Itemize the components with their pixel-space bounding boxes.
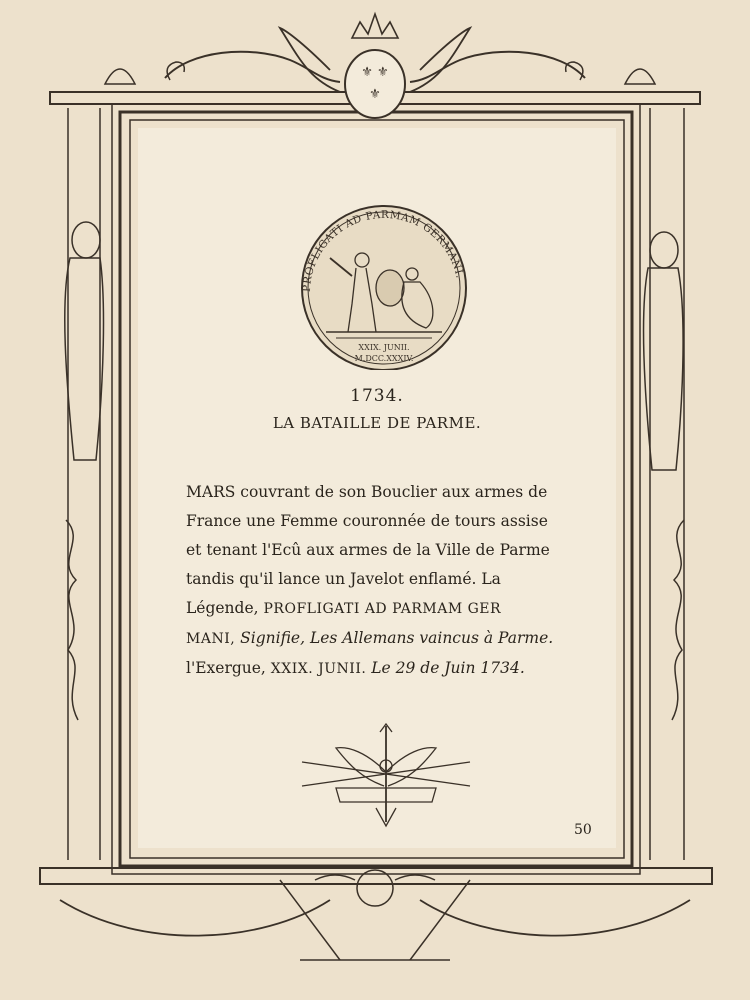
royal-arms-icon [345, 50, 405, 118]
medal-image [286, 204, 482, 370]
text-line-1: MARS couvrant de son Bouclier aux armes de [186, 483, 548, 501]
legend-quote-end: MANI, [186, 631, 241, 647]
medal-legend: PROFLIGATI AD PARMAM GERMANI. [300, 208, 466, 293]
legend-translation: Signifie, Les Allemans vaincus à Parme. [240, 629, 554, 647]
year-heading: 1734. [350, 386, 404, 406]
page-title: LA BATAILLE DE PARME. [272, 414, 482, 432]
description-text [186, 478, 586, 684]
medal-exergue-date: XXIX. JUNII. [358, 343, 410, 352]
exergue-latin: XXIX. JUNII. [270, 661, 367, 677]
exergue-translation: Le 29 de Juin 1734. [366, 659, 525, 677]
text-line-2: France une Femme couronnée de tours assise [186, 512, 548, 530]
exergue-label: l'Exergue, [186, 659, 271, 677]
text-line-3: et tenant l'Ecû aux armes de la Ville de Parme [186, 541, 550, 559]
svg-text:⚜ ⚜: ⚜ ⚜ [361, 65, 389, 80]
text-line-5 [186, 594, 586, 624]
medal-exergue-year: M.DCC.XXXIV. [354, 354, 414, 363]
text-line-7 [186, 654, 586, 684]
legende-label: Légende, [186, 599, 264, 617]
legend-quote: PROFLIGATI AD PARMAM GER [263, 601, 502, 617]
svg-text:⚜: ⚜ [369, 87, 381, 102]
trophy-vignette-icon [296, 722, 476, 832]
text-line-4: tandis qu'il lance un Javelot enflamé. La [186, 570, 501, 588]
page-number: 50 [574, 822, 592, 838]
text-line-6 [186, 624, 586, 654]
